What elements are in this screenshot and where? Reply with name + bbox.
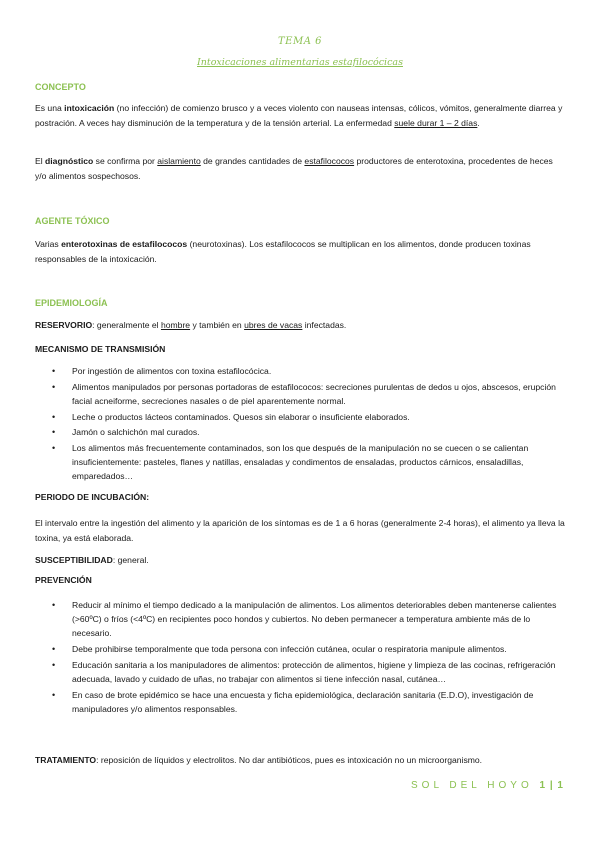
prevencion-list bbox=[52, 598, 564, 718]
list-item-text: Reducir al mínimo el tiempo dedicado a la manipulación de alimentos. Los alimentos deteriorables deben mantenerse calientes (>60ºC) o fríos (<4ºC) en recipientes poco hondos y cubiertos. No deben permanecer a temperatura ambiente más de lo necesario. bbox=[72, 600, 557, 639]
text-underlined: hombre bbox=[160, 320, 191, 330]
mecanismo-list bbox=[52, 364, 564, 485]
page-number: 1 | 1 bbox=[539, 780, 564, 791]
list-item-text: Por ingestión de alimentos con toxina estafilocócica. bbox=[72, 366, 272, 376]
text-underlined: ubres de vacas bbox=[244, 320, 303, 330]
text-run: : reposición de líquidos y electrolitos. No dar antibióticos, pues es intoxicación no un microorganismo. bbox=[96, 755, 483, 765]
tratamiento-line bbox=[35, 753, 565, 768]
text-underlined: suele durar 1 – 2 días bbox=[394, 117, 478, 128]
susceptibilidad-line bbox=[35, 553, 565, 568]
reservorio-line bbox=[35, 318, 565, 333]
list-item bbox=[52, 598, 564, 641]
susceptibilidad-label: SUSCEPTIBILIDAD bbox=[35, 555, 113, 565]
list-item-text: Jamón o salchichón mal curados. bbox=[72, 427, 200, 438]
text-run: y también en bbox=[190, 320, 245, 330]
list-item bbox=[52, 425, 564, 439]
text-underlined: estafilococos bbox=[304, 156, 355, 166]
author-name: SOL DEL HOYO bbox=[411, 780, 533, 791]
heading-agente-toxico: AGENTE TÓXICO bbox=[35, 216, 110, 226]
bullet-icon: • bbox=[52, 427, 56, 438]
list-item-text: Debe prohibirse temporalmente que toda persona con infección cutánea, ocular o respiratoria manipule alimentos. bbox=[72, 644, 507, 655]
text-run: : generalmente el bbox=[92, 320, 161, 330]
list-item-text: Leche o productos lácteos contaminados. Quesos sin elaborar o insuficiente elaborados. bbox=[72, 411, 410, 422]
concepto-paragraph-2 bbox=[35, 154, 565, 183]
text-run: de grandes cantidades de bbox=[200, 156, 305, 166]
text-bold: diagnóstico bbox=[45, 156, 94, 166]
bullet-icon: • bbox=[52, 644, 56, 655]
list-item-text: Alimentos manipulados por personas portadoras de estafilococos: secreciones purulentas de dedos u ojos, abscesos, erupción facial acneiforme, secreciones nasales o de piel aparentemente normal. bbox=[72, 381, 556, 406]
list-item bbox=[52, 380, 564, 408]
incubacion-paragraph: El intervalo entre la ingestión del alimento y la aparición de los síntomas es de 1 a 6 horas (generalmente 2-4 horas), el alimento ya lleva la toxina, ya está elaborada. bbox=[35, 518, 565, 543]
reservorio-label: RESERVORIO bbox=[35, 320, 93, 330]
concepto-paragraph-1 bbox=[35, 101, 565, 130]
tratamiento-label: TRATAMIENTO bbox=[35, 755, 97, 765]
bullet-icon: • bbox=[52, 381, 56, 392]
bullet-icon: • bbox=[52, 443, 56, 454]
text-run: Varias bbox=[35, 239, 62, 249]
heading-concepto: CONCEPTO bbox=[35, 82, 86, 92]
text-run: infectadas. bbox=[302, 320, 347, 330]
list-item bbox=[52, 441, 564, 484]
text-bold: intoxicación bbox=[64, 103, 115, 113]
text-run: Es una bbox=[35, 103, 65, 113]
list-item bbox=[52, 364, 564, 378]
text-run: productores de enterotoxina, procedentes de heces y/o alimentos sospechosos. bbox=[35, 156, 553, 181]
page-title: TEMA 6 bbox=[278, 36, 322, 47]
bullet-icon: • bbox=[52, 659, 56, 670]
incubacion-heading: PERIODO DE INCUBACIÓN: bbox=[35, 492, 150, 502]
list-item-text: En caso de brote epidémico se hace una encuesta y ficha epidemiológica, declaración sanitaria (E.D.O), investigación de manipuladores y/o alimentos responsables. bbox=[72, 689, 534, 714]
bullet-icon: • bbox=[52, 600, 56, 610]
bullet-icon: • bbox=[52, 689, 56, 700]
list-item-text: Educación sanitaria a los manipuladores de alimentos: protección de alimentos, higiene y limpieza de las cocinas, refrigeración adecuada, lavado y cuidado de uñas, no trabajar con alimentos si tiene infección nasal, cutánea… bbox=[72, 659, 556, 685]
list-item bbox=[52, 688, 564, 716]
text-underlined: aislamiento bbox=[157, 156, 201, 166]
text-run: (neurotoxinas). Los estafilococos se multiplican en los alimentos, donde producen toxinas responsables de la intoxicación. bbox=[35, 239, 531, 264]
heading-epidemiologia: EPIDEMIOLOGÍA bbox=[35, 298, 108, 308]
bullet-icon: • bbox=[52, 366, 56, 376]
page-subtitle: Intoxicaciones alimentarias estafilocócicas bbox=[197, 57, 403, 68]
agente-paragraph bbox=[35, 237, 565, 266]
list-item-text: Los alimentos más frecuentemente contaminados, son los que después de la manipulación no se cuecen o se calientan insuficientemente: pasteles, flanes y natillas, ensaladas y condimentos de ensaladas, productos cárnicos, ensaladillas, emparedados… bbox=[72, 443, 529, 482]
mecanismo-heading: MECANISMO DE TRANSMISIÓN bbox=[35, 344, 166, 354]
bullet-icon: • bbox=[52, 411, 56, 422]
list-item bbox=[52, 410, 564, 424]
list-item bbox=[52, 658, 564, 686]
list-item bbox=[52, 642, 564, 656]
text-run: : general. bbox=[112, 555, 149, 565]
text-run: (no infección) de comienzo brusco y a veces violento con nauseas intensas, cólicos, vómitos, generalmente diarrea y postración. A veces hay disminución de la temperatura y de la tensión arterial. La enfermedad bbox=[35, 103, 563, 128]
text-bold: enterotoxinas de estafilococos bbox=[61, 239, 188, 249]
text-run: El bbox=[35, 156, 46, 166]
page-footer bbox=[411, 780, 564, 791]
prevencion-heading: PREVENCIÓN bbox=[35, 575, 92, 585]
text-run: . bbox=[477, 117, 480, 128]
text-run: se confirma por bbox=[93, 156, 158, 166]
